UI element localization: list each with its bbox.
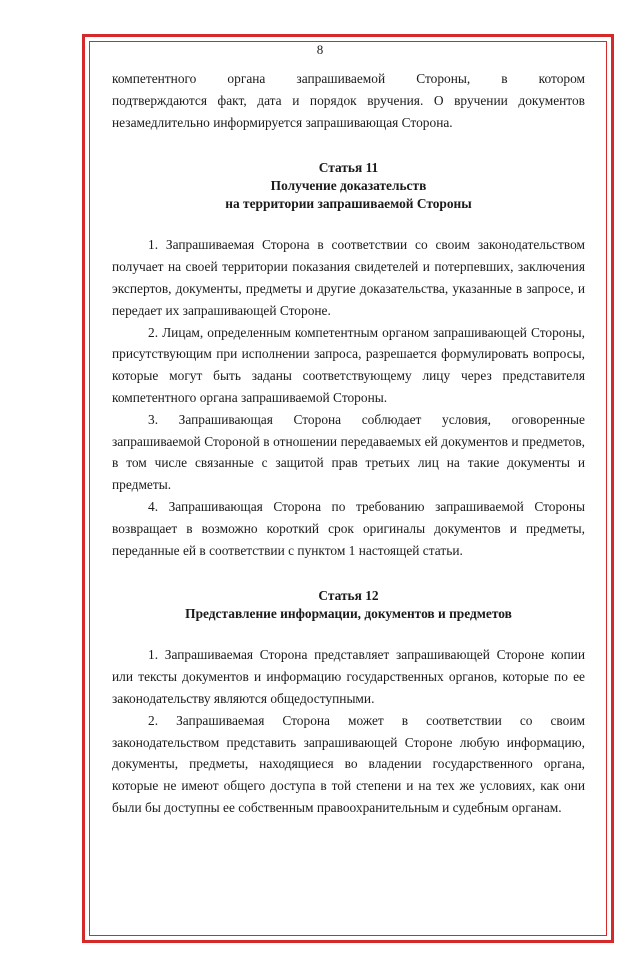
article-12-title-line1: Представление информации, документов и предметов — [185, 606, 512, 622]
article-11-paragraph-4: 4. Запрашивающая Сторона по требованию запрашиваемой Стороны возвращает в возможно короткий срок оригиналы документов и предметы, переданные ей в соответствии с пунктом 1 настоящей статьи. — [112, 498, 585, 558]
intro-first-line: компетентного органа запрашиваемой Стороны, в котором — [112, 71, 585, 86]
article-11-title-line2: на территории запрашиваемой Стороны — [225, 196, 472, 212]
article-11-paragraph-1: 1. Запрашиваемая Сторона в соответствии со своим законодательством получает на своей территории показания свидетелей и потерпевших, заключения экспертов, документы, предметы и другие доказательства, указанные в запросе, и передает их запрашивающей Стороне. — [112, 237, 585, 318]
article-12-paragraph-1: 1. Запрашиваемая Сторона представляет запрашивающей Стороне копии или тексты документов и информацию государственных органов, которые по ее законодательству являются общедоступными. — [112, 647, 585, 706]
article-11-title-line1: Получение доказательств — [270, 178, 427, 194]
article-11-heading — [112, 159, 585, 213]
document-body — [112, 68, 585, 819]
article-12-heading — [112, 587, 585, 623]
article-11-number: Статья 11 — [318, 160, 379, 176]
article-12-number: Статья 12 — [318, 588, 379, 604]
article-11-paragraph-2: 2. Лицам, определенным компетентным органом запрашивающей Стороны, присутствующим при исполнении запроса, разрешается формулировать вопросы, которые могут быть заданы соответствующему лицу через представителя компетентного органа запрашиваемой Стороны. — [112, 324, 585, 405]
article-11-paragraph-3: 3. Запрашивающая Сторона соблюдает условия, оговоренные запрашиваемой Стороной в отношении передаваемых ей документов и предметов, в том числе связанные с защитой прав третьих лиц на такие документы и предметы. — [112, 411, 585, 493]
page-number: 8 — [316, 42, 324, 57]
intro-paragraph: подтверждаются факт, дата и порядок вручения. О вручении документов незамедлительно информируется запрашивающая Сторона. — [112, 92, 585, 130]
article-12-paragraph-2: 2. Запрашиваемая Сторона может в соответствии со своим законодательством представить запрашивающей Стороне любую информацию, документы, предметы, находящиеся во владении государственного органа, которые не имеют общего доступа в той степени и на тех же условиях, как они были бы доступны ее собственным правоохранительным и судебным органам. — [112, 712, 585, 815]
article-11-body — [112, 234, 585, 561]
article-12-body — [112, 644, 585, 818]
